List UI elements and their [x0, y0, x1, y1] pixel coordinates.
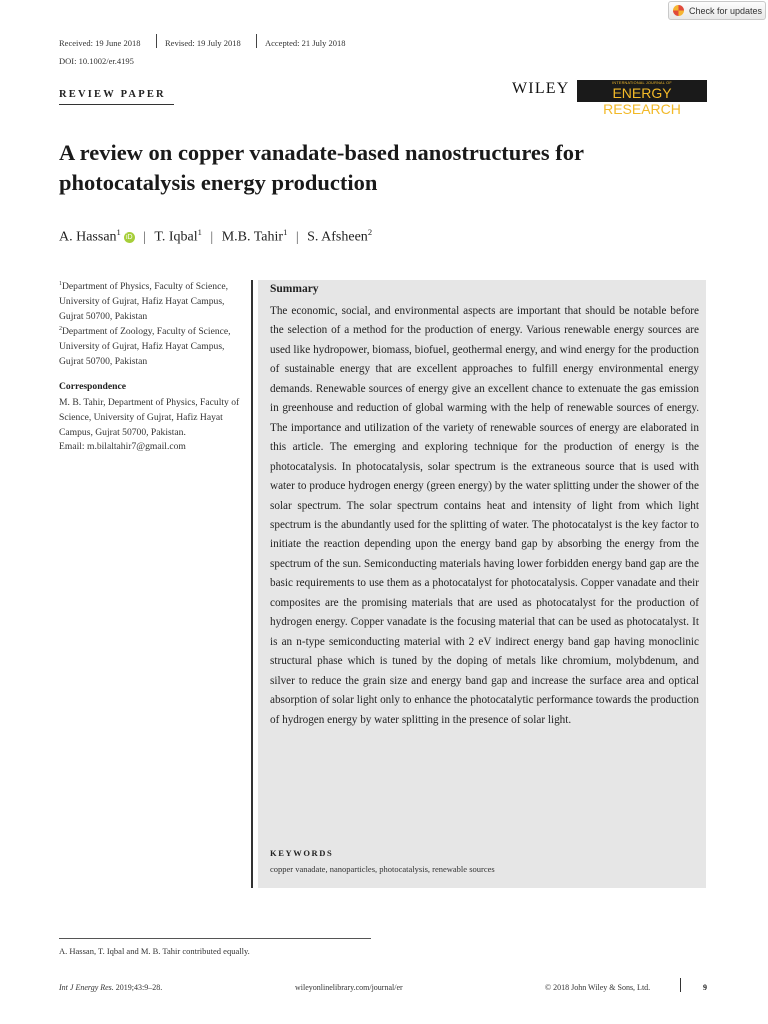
affiliation-text: Department of Zoology, Faculty of Science, University of Gujrat, Hafiz Hayat Campus, Gujrat 50700, Pakistan: [59, 326, 231, 368]
copyright: © 2018 John Wiley & Sons, Ltd.: [545, 983, 651, 992]
author-affiliation-mark: 1: [283, 227, 288, 237]
author-list: [59, 227, 372, 246]
author-affiliation-mark: 2: [367, 227, 373, 237]
check-for-updates-label: Check for updates: [689, 5, 763, 16]
journal-url[interactable]: wileyonlinelibrary.com/journal/er: [295, 983, 403, 992]
accepted-date: Accepted: 21 July 2018: [265, 38, 346, 48]
affiliation: [59, 277, 244, 324]
correspondence-email[interactable]: Email: m.bilaltahir7@gmail.com: [59, 441, 186, 453]
citation: [59, 983, 162, 992]
summary-panel: [258, 280, 706, 888]
affiliation: [59, 322, 244, 369]
footer-divider: [680, 978, 681, 992]
summary-text: The economic, social, and environmental aspects are important that should be notable before the selection of a method for the production of energy. Various renewable energy sources are used like hydropower, biomass, biofuel, geothermal energy, and wind energy for the production of sustainable energy that are excellent approaches to fulfill energy environmental energy demands. Renewable sources of energy give an excellent chance to extenuate the gas emission in greenhouse and reduction of global warming with the help of renewable sources of energy. The importance and utilization of the variety of renewable sources of energy are elaborated in this article. The emerging and exploring technique for the production of energy is the photocatalysis. In photocatalysis, solar spectrum is the extraneous source that is used with water to produce hydrogen energy (green energy) by the water splitting under the shower of the solar spectrum. The solar spectrum contains heat and intensity of light from which light spectrum is the abundantly used for the splitting of water. The photocatalyst is the key factor to initiate the reaction depending upon the energy band gap by absorbing the energy from the spectrum of the sun. Semiconducting materials having lower forbidden energy band gap are the basic requirements to use them as a photocatalyst for photocatalysis. Copper vanadate and their composites are the promising materials that are used as photocatalyst for the production of hydrogen energy. Copper vanadate is the focusing material that can be used as photocatalyst. It is an n-type semiconducting material with 2 eV indirect energy band gap having monoclinic structural phase which is tuned by the doping of metals like chromium, molybdenum, and silver to reduce the grain size and energy band gap and increase the surface area and optical absorption of solar light only to enhance the photocatalytic performance towards the production of hydrogen energy by water splitting in the presence of solar light.: [270, 305, 699, 726]
summary-rule: [251, 280, 253, 888]
keywords-text: copper vanadate, nanoparticles, photocatalysis, renewable sources: [270, 864, 495, 874]
author-separator: |: [295, 229, 299, 245]
author-name: T. Iqbal: [154, 229, 198, 245]
orcid-icon[interactable]: iD: [124, 232, 135, 243]
crossmark-icon: [673, 5, 684, 16]
revised-date: Revised: 19 July 2018: [165, 38, 241, 48]
doi: DOI: 10.1002/er.4195: [59, 56, 134, 66]
journal-logo: [577, 80, 707, 117]
footnote-rule: [59, 938, 371, 939]
check-for-updates-button[interactable]: [668, 1, 766, 20]
correspondence-heading: Correspondence: [59, 381, 126, 392]
correspondence-body: [59, 396, 249, 455]
affiliation-text: Department of Physics, Faculty of Science, University of Gujrat, Hafiz Hayat Campus, Gujrat 50700, Pakistan: [59, 281, 228, 323]
author-affiliation-mark: 1: [116, 227, 121, 237]
affiliation-number: 2: [59, 326, 62, 332]
summary-heading: Summary: [270, 283, 319, 295]
author-affiliation-mark: 1: [197, 227, 202, 237]
author-separator: |: [143, 229, 147, 245]
author-name: M.B. Tahir: [221, 229, 284, 245]
received-date: Received: 19 June 2018: [59, 38, 141, 48]
citation-details: 2019;43:9–28.: [113, 983, 163, 992]
author-name: A. Hassan: [59, 229, 117, 245]
divider: [256, 34, 257, 48]
publisher-logo: WILEY: [512, 80, 570, 97]
journal-prefix: INTERNATIONAL JOURNAL OF: [612, 81, 672, 85]
article-type: REVIEW PAPER: [59, 89, 166, 100]
correspondence-address: M. B. Tahir, Department of Physics, Faculty of Science, University of Gujrat, Hafiz Hayat Campus, Gujrat 50700, Pakistan.: [59, 397, 240, 438]
paper-title: A review on copper vanadate-based nanostructures for photocatalysis energy production: [59, 140, 584, 195]
citation-journal: Int J Energy Res.: [59, 983, 114, 992]
keywords-heading: KEYWORDS: [270, 848, 334, 858]
article-type-underline: [59, 104, 174, 105]
divider: [156, 34, 157, 48]
journal-name: ENERGY RESEARCH: [603, 85, 681, 117]
page-number: 9: [703, 983, 707, 992]
author-separator: |: [210, 229, 214, 245]
author-name: S. Afsheen: [307, 229, 368, 245]
affiliation-number: 1: [59, 281, 62, 287]
footnote: A. Hassan, T. Iqbal and M. B. Tahir contributed equally.: [59, 946, 250, 956]
